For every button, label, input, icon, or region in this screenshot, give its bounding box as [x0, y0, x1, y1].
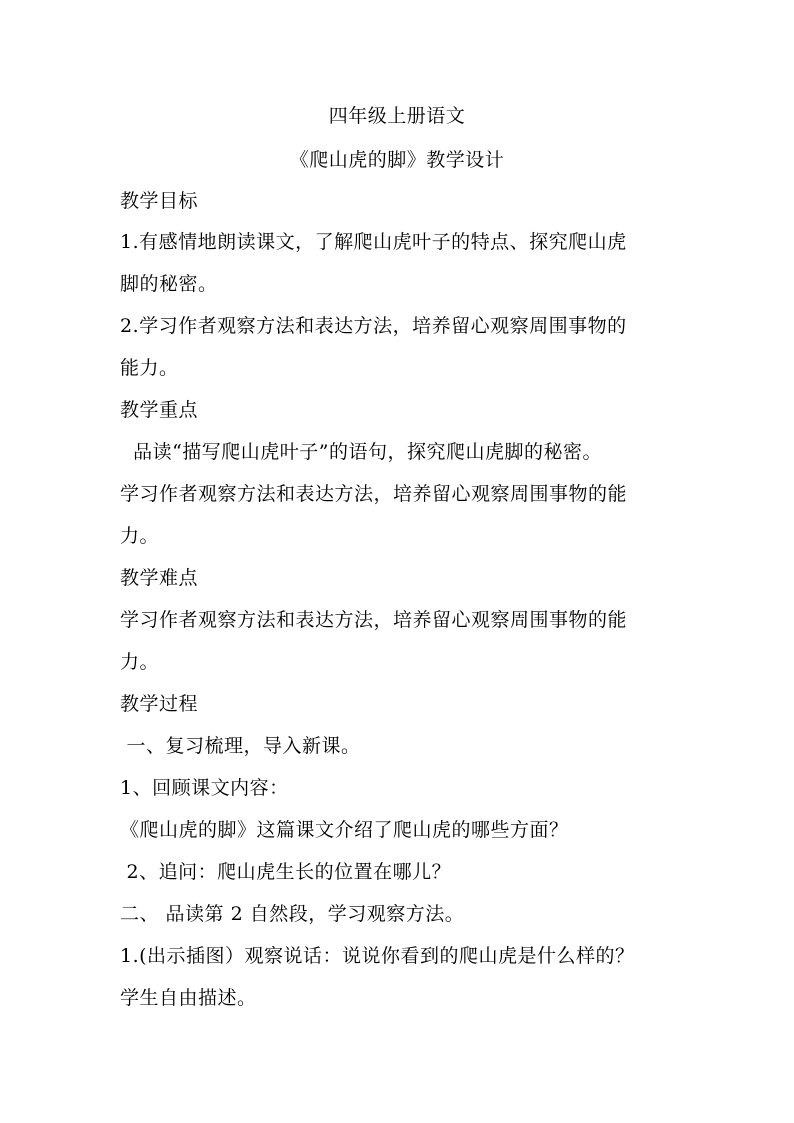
paragraph-line: 脚的秘密。: [120, 273, 218, 295]
paragraph-line: 一、复习梳理，导入新课。: [120, 735, 361, 757]
paragraph-line: 力。: [120, 651, 160, 673]
document-subtitle: 《爬山虎的脚》教学设计: [289, 149, 505, 171]
paragraph-line: 二、 品读第 2 自然段，学习观察方法。: [120, 903, 465, 925]
section-heading-difficulties: 教学难点: [120, 567, 199, 589]
paragraph-line: 能力。: [120, 357, 179, 379]
paragraph-line: 品读“描写爬山虎叶子”的语句，探究爬山虎脚的秘密。: [120, 441, 603, 463]
paragraph-line: 学习作者观察方法和表达方法，培养留心观察周围事物的能: [120, 609, 628, 631]
paragraph-line: 学生自由描述。: [120, 987, 257, 1009]
paragraph-line: 1.(出示插图）观察说话：说说你看到的爬山虎是什么样的？: [120, 945, 635, 967]
paragraph-line: 1、回顾课文内容：: [120, 777, 289, 799]
paragraph-line: 学习作者观察方法和表达方法，培养留心观察周围事物的能: [120, 483, 628, 505]
paragraph-line: 《爬山虎的脚》这篇课文介绍了爬山虎的哪些方面？: [120, 819, 569, 841]
paragraph-line: 力。: [120, 525, 160, 547]
paragraph-line: 2、追问：爬山虎生长的位置在哪儿？: [120, 861, 452, 883]
paragraph-line: 2.学习作者观察方法和表达方法，培养留心观察周围事物的: [120, 315, 627, 337]
section-heading-process: 教学过程: [120, 693, 199, 715]
document-title: 四年级上册语文: [328, 105, 466, 127]
section-heading-objectives: 教学目标: [120, 190, 199, 212]
paragraph-line: 1.有感情地朗读课文，了解爬山虎叶子的特点、探究爬山虎: [120, 231, 627, 253]
section-heading-key-points: 教学重点: [120, 399, 199, 421]
